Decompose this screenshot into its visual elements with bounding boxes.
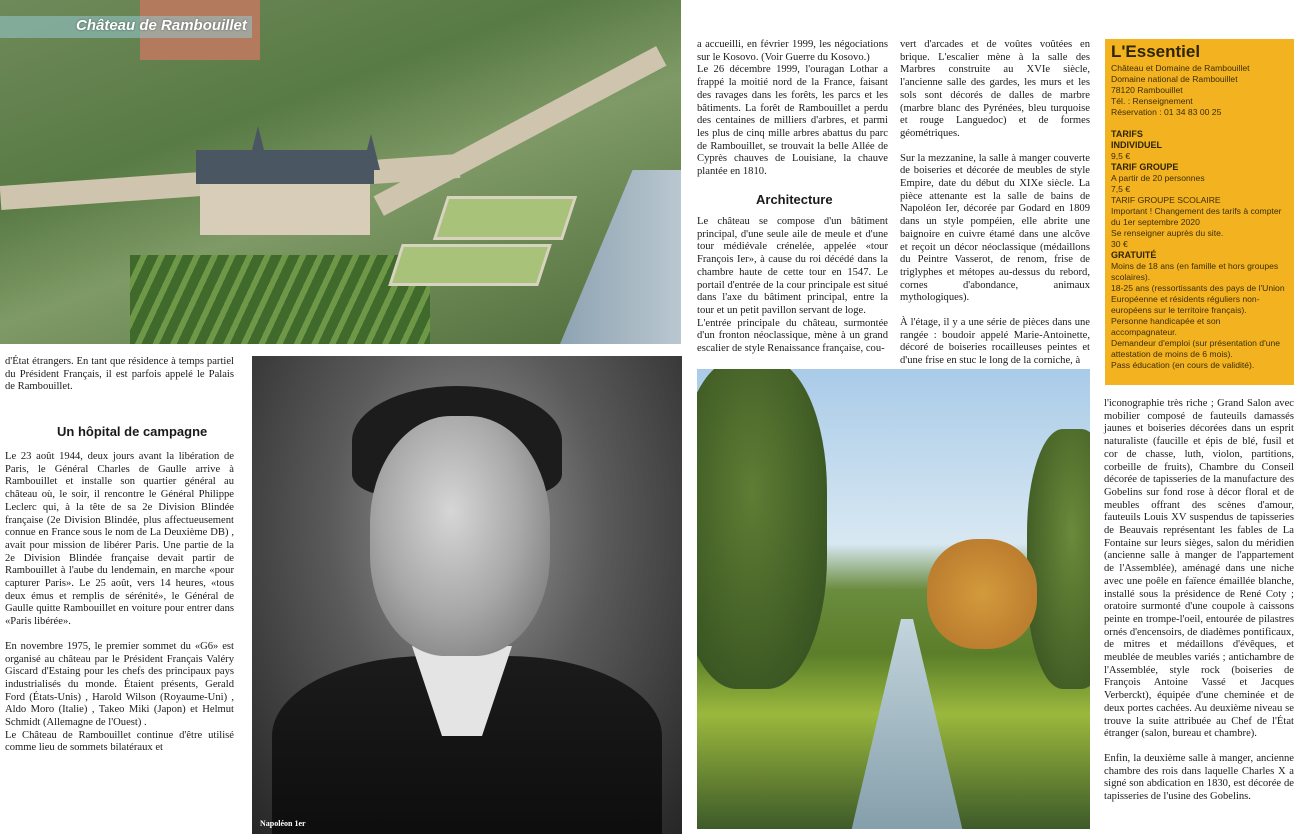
groupe-price: 7,5 €	[1111, 184, 1131, 194]
scolaire-line: Se renseigner auprès du site.	[1111, 228, 1224, 238]
right-column-top	[900, 39, 1090, 368]
tarifs-heading: TARIFS	[1111, 129, 1143, 139]
gratuite-line: Demandeur d'emploi (sur présentation d'une attestation de moins de 6 mois).	[1111, 338, 1281, 359]
paragraph: L'entrée principale du château, surmontée d'un fronton néoclassique, mène à un grand escalier de style Renaissance française, cou-	[697, 317, 888, 355]
paragraph: À l'étage, il y a une série de pièces dans une rangée : boudoir appelé Marie-Antoinette, décoré de boiseries rocailleuses peintes et d'une frise en stuc le long de la corniche, à	[900, 317, 1090, 367]
scolaire-line: Important ! Changement des tarifs à compter du 1er septembre 2020	[1111, 206, 1282, 227]
gratuite-line: 18-25 ans (ressortissants des pays de l'Union Européenne et résidents réguliers non-européens sur le territoire français).	[1111, 283, 1285, 315]
address-line: Château et Domaine de Rambouillet	[1111, 63, 1250, 73]
gratuite-heading: GRATUITÉ	[1111, 250, 1157, 260]
paragraph: l'iconographie très riche ; Grand Salon avec mobilier composé de fauteuils damassés jaunes et boiseries décorées dans un esprit naturaliste (faucille et épis de blé, fusil et cor de chasse, luth, violon, partitions, corbeille de fruits), Chambre du Conseil décorée de tapisseries de la manufacture des Gobelins sur fond rose à décor floral et de meubles offrant des scènes d'amour, fauteuils Louis XV suspendus de tapisseries de Beauvais représentant les fables de La Fontaine sur leurs sièges, salon du méridien (ancienne salle à manger de l'appartement de l'Assemblée), aménagé dans une niche avec une poêle en faïence émaillée blanche, installé sous la présidence de René Coty ; oratoire surmonté d'une coupole à caissons peinte en trompe-l'oeil, entourée de pilastres ornés d'encensoirs, de diadèmes pontificaux, de mitres et médaillons d'évêques, et meublée de meubles variés ; antichambre de l'Assemblée, style rock (boiseries de François Antoine Vassé et Jacques Verberckt), équipée d'une cheminée et de deux portes cachées. Au deuxième niveau se trouve la suite attribuée au Chef de l'État étranger (salon, bureau et chambre).	[1104, 398, 1294, 740]
paragraph: vert d'arcades et de voûtes voûtées en brique. L'escalier mène à la salle des Marbres construite au XVIe siècle, l'ancienne salle des gardes, les murs et les sols sont décorés de dalles de marbre (marbre blanc des Pyrénées, bleu turquoise et rouge Languedoc) et de formes géométriques.	[900, 39, 1090, 139]
article-title: Château de Rambouillet	[76, 17, 247, 34]
paragraph: Enfin, la deuxième salle à manger, ancienne chambre des rois dans laquelle Charles X a signé son abdication en 1830, est décorée de tapisseries de l'usine des Gobelins.	[1104, 752, 1294, 803]
phone-line: Tél. : Renseignement	[1111, 96, 1193, 106]
paragraph: d'État étrangers. En tant que résidence à temps partiel du Président Français, il est parfois appelé le Palais de Rambouillet.	[5, 356, 234, 393]
address-line: Domaine national de Rambouillet	[1111, 74, 1238, 84]
paragraph: Le Château de Rambouillet continue d'être utilisé comme lieu de sommets bilatéraux et	[5, 729, 234, 754]
napoleon-portrait	[252, 356, 682, 834]
left-column-hopital	[5, 451, 234, 755]
heading-hopital: Un hôpital de campagne	[57, 424, 208, 439]
paragraph: Le 23 août 1944, deux jours avant la libération de Paris, le Général Charles de Gaulle arrive à Rambouillet et installe son quartier général au château où, le soir, il rencontre le Général Philippe Leclerc qui, à la tête de sa 2e Division Blindée française (2e Division Blindée, plus affectueusement connue en France sous le nom de La Deuxième DB) , avait pour mission de libérer Paris. Une partie de la 2e Division Blindée française devait partir de Rambouillet à l'aube du lendemain, en marche «pour capturer Paris». Le 25 août, vers 14 heures, «tous deux émus et remplis de sérénité», le Général de Gaulle quitte Rambouillet en voiture pour entrer dans «Paris libérée».	[5, 451, 234, 628]
groupe-heading: TARIF GROUPE	[1111, 162, 1179, 172]
essentiel-title: L'Essentiel	[1111, 42, 1201, 61]
gratuite-line: Personne handicapée et son accompagnateur.	[1111, 316, 1221, 337]
chateau-aerial-photo	[0, 0, 681, 344]
essentiel-box	[1105, 39, 1294, 385]
left-column-top	[5, 356, 234, 394]
scolaire-price: 30 €	[1111, 239, 1128, 249]
park-canal-photo	[697, 369, 1090, 829]
heading-architecture: Architecture	[756, 192, 833, 207]
gratuite-line: Moins de 18 ans (en famille et hors groupes scolaires).	[1111, 261, 1279, 282]
paragraph: Sur la mezzanine, la salle à manger couverte de boiseries et décorée de meubles de style Empire, date du début du XIXe siècle. La pièce attenante est la salle de bains de Napoléon Ier, décorée par Godard en 1809 dans un style pompéien, elle abrite une baignoire en cuivre étamé dans une alcôve et reçoit un décor néoclassique (médaillons du Peintre Vasserot, de renom, frise de triglyphes et métopes au-dessus du rebord, cornes d'abondance, animaux mythologiques).	[900, 152, 1090, 304]
individuel-price: 9,5 €	[1111, 151, 1131, 161]
paragraph: Le château se compose d'un bâtiment principal, d'une seule aile de meule et d'une tour médiévale crénelée, appelée «tour François Ier», à cause du roi décédé dans la chambre haute de cette tour en 1547. Le portail d'entrée de la cour principale est situé dans l'axe du bâtiment principal, entre la tour et un petit pavillon servant de loge.	[697, 216, 888, 316]
middle-column-top	[697, 39, 888, 179]
paragraph: Le 26 décembre 1999, l'ouragan Lothar a frappé la moitié nord de la France, faisant des ravages dans les forêts, les parcs et les bâtiments. La forêt de Rambouillet a perdu des centaines de milliers d'arbres, et parmi les plus de cinq mille arbres abattus du parc de Rambouillet, se trouvait la belle Allée de Cyprès chauves de Louisiane, la chauve plantée en 1810.	[697, 64, 888, 178]
reservation-line: Réservation : 01 34 83 00 25	[1111, 107, 1222, 117]
far-right-column	[1104, 398, 1294, 804]
paragraph: En novembre 1975, le premier sommet du «G6» est organisé au château par le Président Français Valéry Giscard d'Estaing pour les chefs des principaux pays industrialisés du monde. Étaient présents, Gerald Ford (États-Unis) , Harold Wilson (Royaume-Uni) , Aldo Moro (Italie) , Takeo Miki (Japon) et Helmut Schmidt (Allemagne de l'Ouest) .	[5, 640, 234, 729]
paragraph: a accueilli, en février 1999, les négociations sur le Kosovo. (Voir Guerre du Kosovo.)	[697, 39, 888, 63]
address-line: 78120 Rambouillet	[1111, 85, 1183, 95]
gratuite-line: Pass éducation (en cours de validité).	[1111, 360, 1255, 370]
article-title-bar	[0, 16, 252, 38]
napoleon-caption: Napoléon 1er	[260, 819, 306, 828]
individuel-heading: INDIVIDUEL	[1111, 140, 1163, 150]
groupe-line: A partir de 20 personnes	[1111, 173, 1205, 183]
scolaire-heading: TARIF GROUPE SCOLAIRE	[1111, 195, 1221, 205]
middle-column-architecture	[697, 216, 888, 356]
